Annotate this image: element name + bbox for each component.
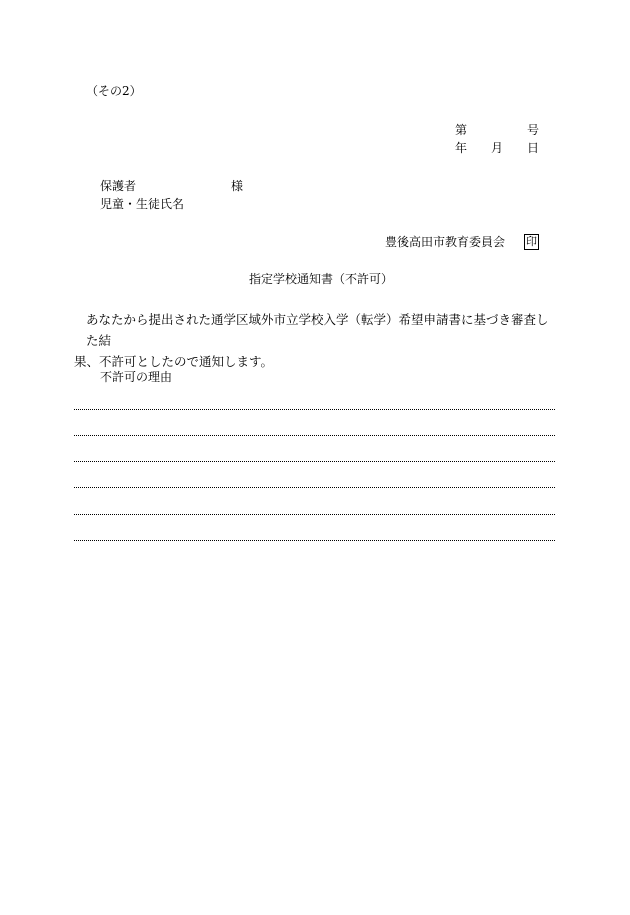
reason-label: 不許可の理由 <box>100 370 173 384</box>
date-tsuki: 月 <box>491 141 504 155</box>
reason-line-1 <box>74 409 555 410</box>
date-nen: 年 <box>455 141 468 155</box>
reason-line-4 <box>74 487 555 488</box>
ref-dai: 第 <box>455 123 468 137</box>
guardian-honorific: 様 <box>231 179 244 193</box>
document-title: 指定学校通知書（不許可） <box>249 272 394 286</box>
student-name-label: 児童・生徒氏名 <box>100 197 185 211</box>
body-line-1: あなたから提出された通学区域外市立学校入学（転学）希望申請書に基づき審査した結 <box>86 312 549 348</box>
date-hi: 日 <box>527 141 540 155</box>
reason-line-5 <box>74 514 555 515</box>
body-paragraph <box>74 309 560 372</box>
body-line-2: 果、不許可としたので通知します。 <box>74 354 274 369</box>
sender-name: 豊後高田市教育委員会 <box>385 235 506 249</box>
seal-stamp: 印 <box>526 235 537 248</box>
reason-line-3 <box>74 461 555 462</box>
reason-line-2 <box>74 435 555 436</box>
ref-go: 号 <box>527 123 540 137</box>
reason-line-6 <box>74 540 555 541</box>
guardian-label: 保護者 <box>100 179 137 193</box>
form-number: （その2） <box>86 84 142 98</box>
